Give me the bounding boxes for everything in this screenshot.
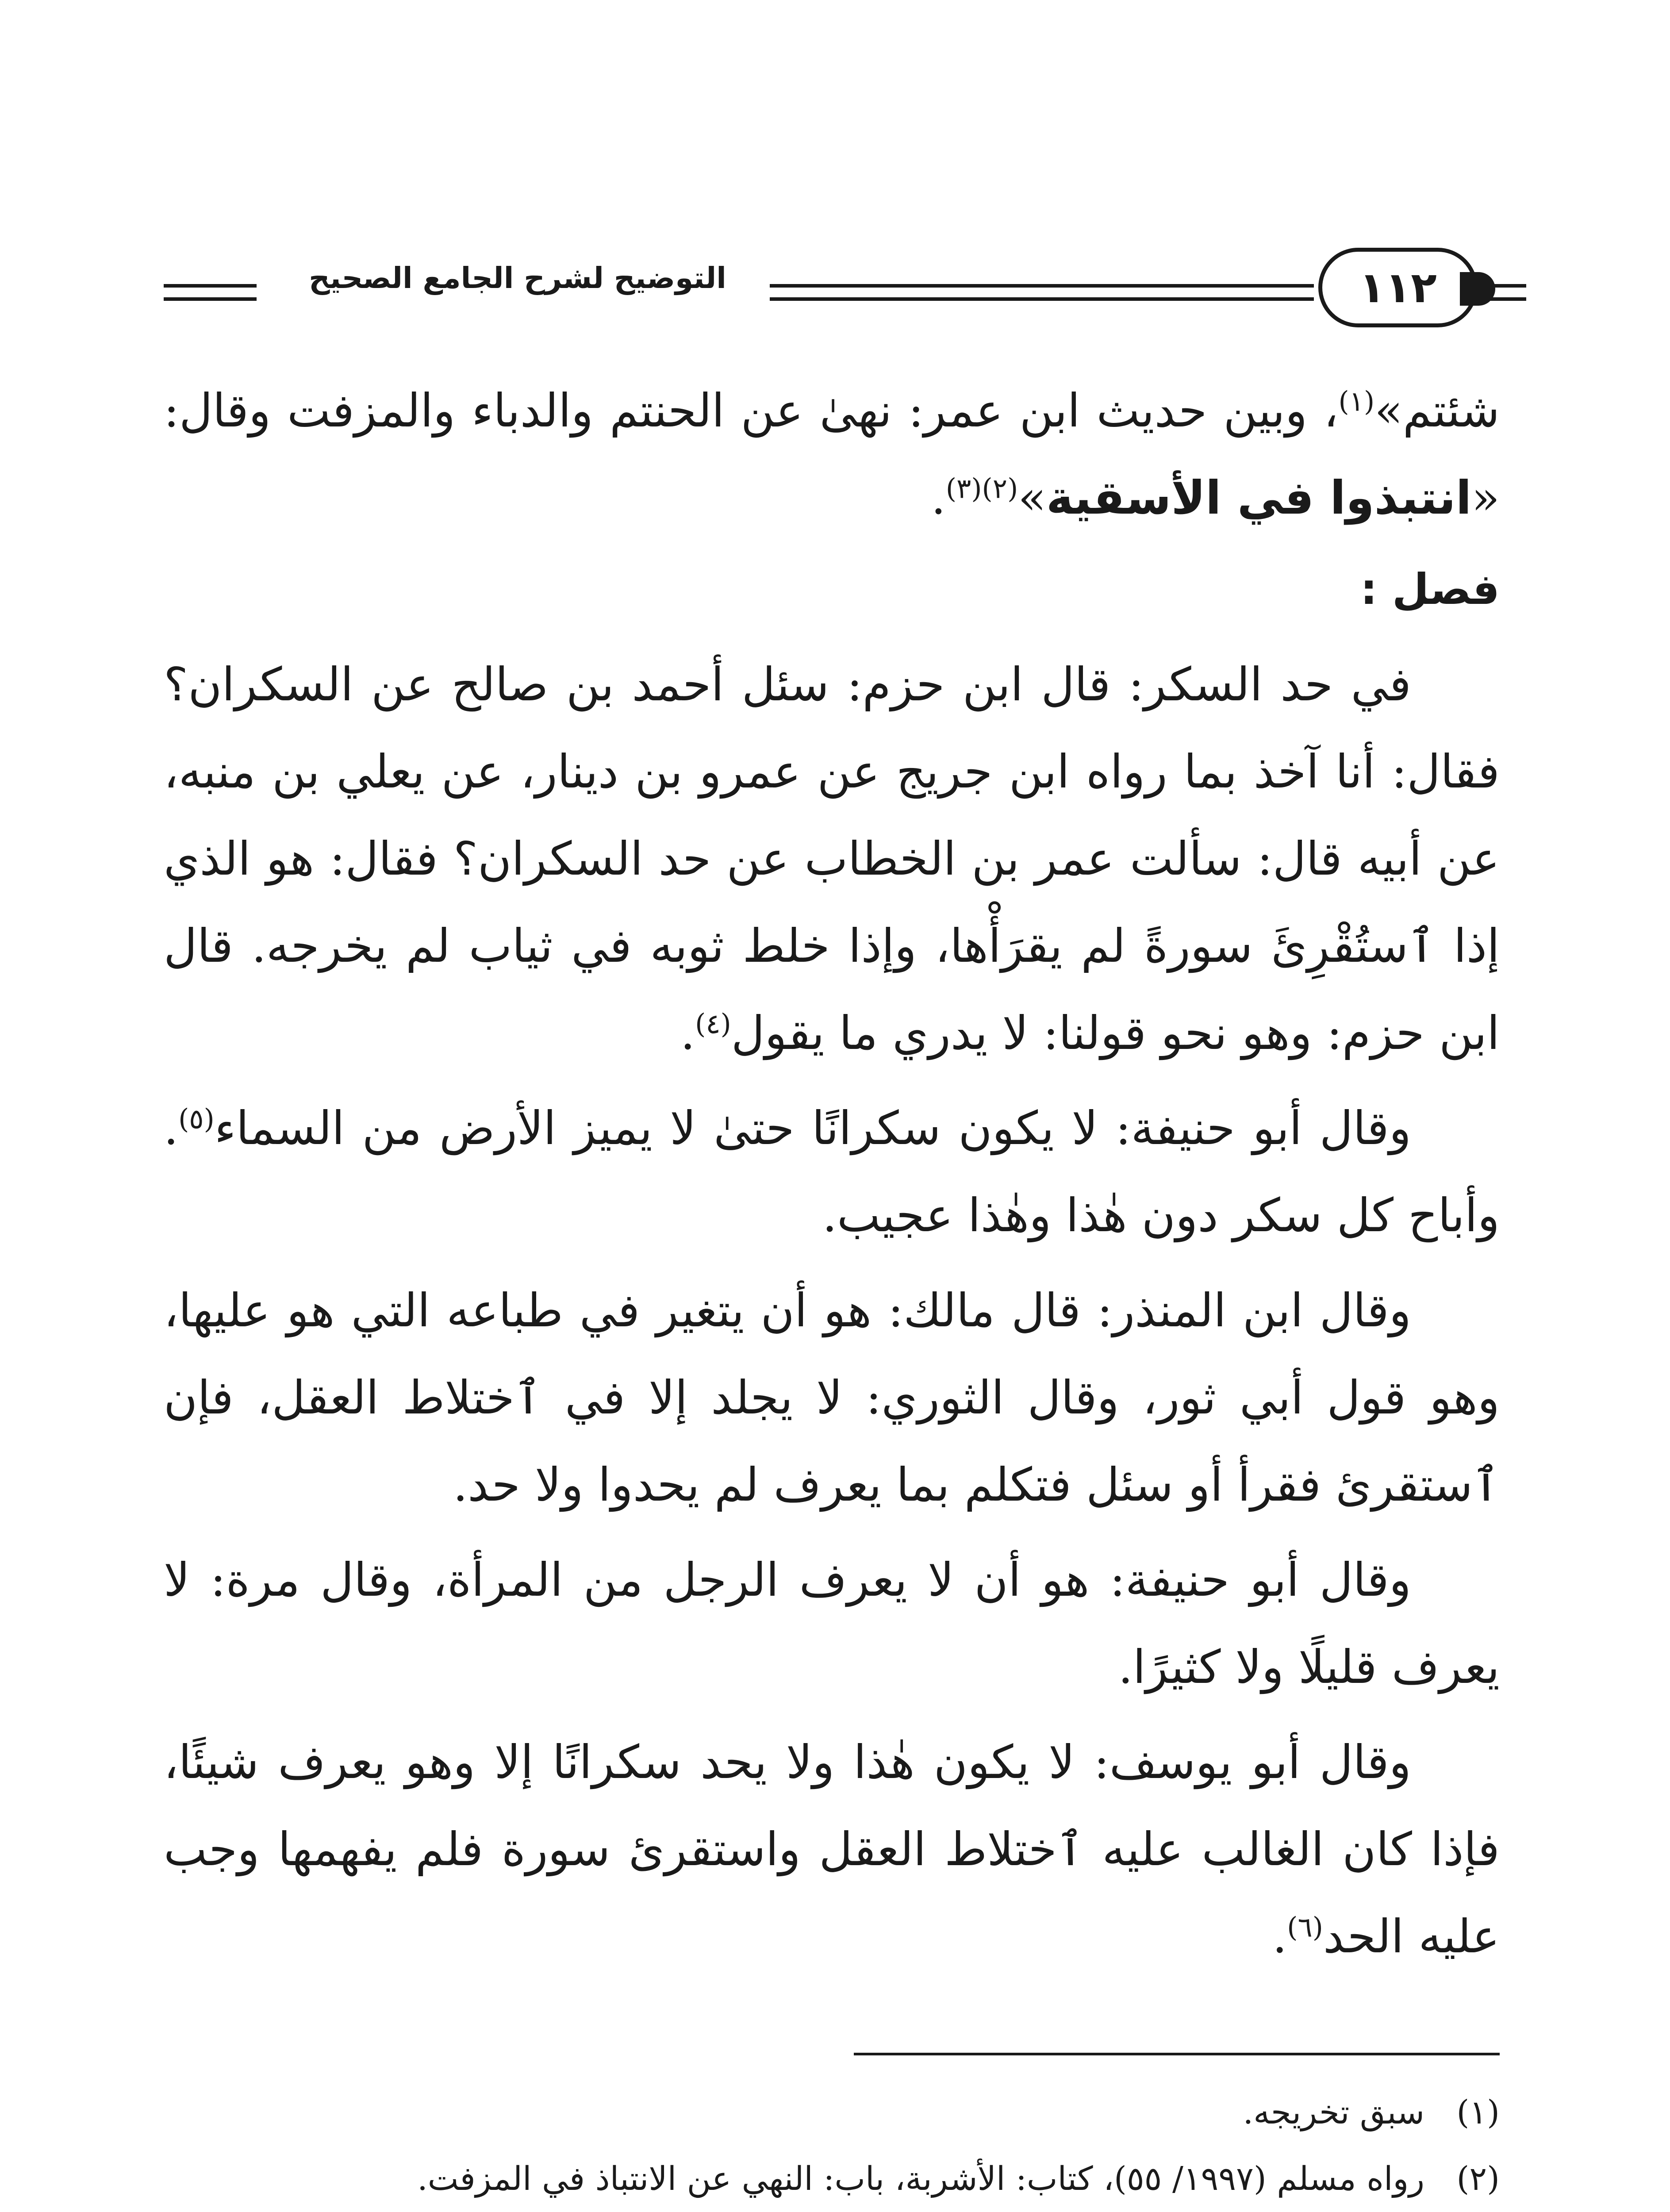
paragraph-4: وقال ابن المنذر: قال مالك: هو أن يتغير في طباعه التي هو عليها، وهو قول أبي ثور، وقال الثوري: لا يجلد إلا في ٱختلاط العقل، فإن ٱستقرئ فقرأ أو سئل فتكلم بما يعرف لم يحدوا ولا حد. (164, 1283, 1500, 1512)
footnote-ref: (٤) (695, 1007, 731, 1040)
footnote-ref: (٦) (1287, 1911, 1323, 1943)
footnote-number: (٢) (1456, 2160, 1500, 2198)
main-text (164, 367, 1500, 1980)
paragraph-5: وقال أبو حنيفة: هو أن لا يعرف الرجل من المرأة، وقال مرة: لا يعرف قليلًا ولا كثيرًا. (164, 1553, 1500, 1694)
footnote-separator (854, 2053, 1500, 2055)
footnote-text: سبق تخريجه. (1243, 2093, 1424, 2131)
header-rule-middle (770, 284, 1314, 301)
page-number: ١١٢ (1318, 248, 1478, 327)
paragraph-6: وقال أبو يوسف: لا يكون هٰذا ولا يحد سكرانًا إلا وهو يعرف شيئًا، فإذا كان الغالب عليه ٱختلاط العقل واستقرئ سورة فلم يفهمها وجب عليه الحد$^{(٦)}$. (164, 1735, 1500, 1963)
footnotes (164, 2079, 1500, 2212)
section-heading: فصل : (1360, 565, 1500, 614)
footnote-2 (164, 2146, 1500, 2212)
footnote-text: رواه مسلم (١٩٩٧/ ٥٥)، كتاب: الأشربة، باب: النهي عن الانتباذ في المزفت. (417, 2160, 1424, 2198)
footnote-number: (١) (1456, 2093, 1500, 2131)
header-rule-right (1486, 284, 1526, 301)
page-header (164, 248, 1500, 336)
book-title: التوضيح لشرح الجامع الصحيح (309, 261, 726, 295)
footnote-ref: (٢)(٣) (945, 472, 1018, 505)
footnote-ref: (١) (1338, 385, 1375, 418)
footnote-ref: (٥) (178, 1102, 215, 1135)
header-rule-left (164, 284, 257, 301)
paragraph-1: شئتم»$^{(١)}$، وبين حديث ابن عمر: نهىٰ عن الحنتم والدباء والمزفت وقال: «انتبذوا في الأسقية»$^{(٢)(٣)}$. (164, 384, 1500, 525)
paragraph-3: وقال أبو حنيفة: لا يكون سكرانًا حتىٰ لا يميز الأرض من السماء$^{(٥)}$. وأباح كل سكر دون هٰذا وهٰذا عجيب. (164, 1101, 1500, 1242)
paragraph-2: في حد السكر: قال ابن حزم: سئل أحمد بن صالح عن السكران؟ فقال: أنا آخذ بما رواه ابن جريج عن عمرو بن دينار، عن يعلي بن منبه، عن أبيه قال: سألت عمر بن الخطاب عن حد السكران؟ فقال: هو الذي إذا ٱستُقْرِئَ سورةً لم يقرَأْها، وإذا خلط ثوبه في ثياب لم يخرجه. قال ابن حزم: وهو نحو قولنا: لا يدري ما يقول$^{(٤)}$. (164, 657, 1500, 1060)
emphasis-text: انتبذوا في الأسقية (1046, 471, 1472, 525)
footnote-1 (164, 2079, 1500, 2146)
